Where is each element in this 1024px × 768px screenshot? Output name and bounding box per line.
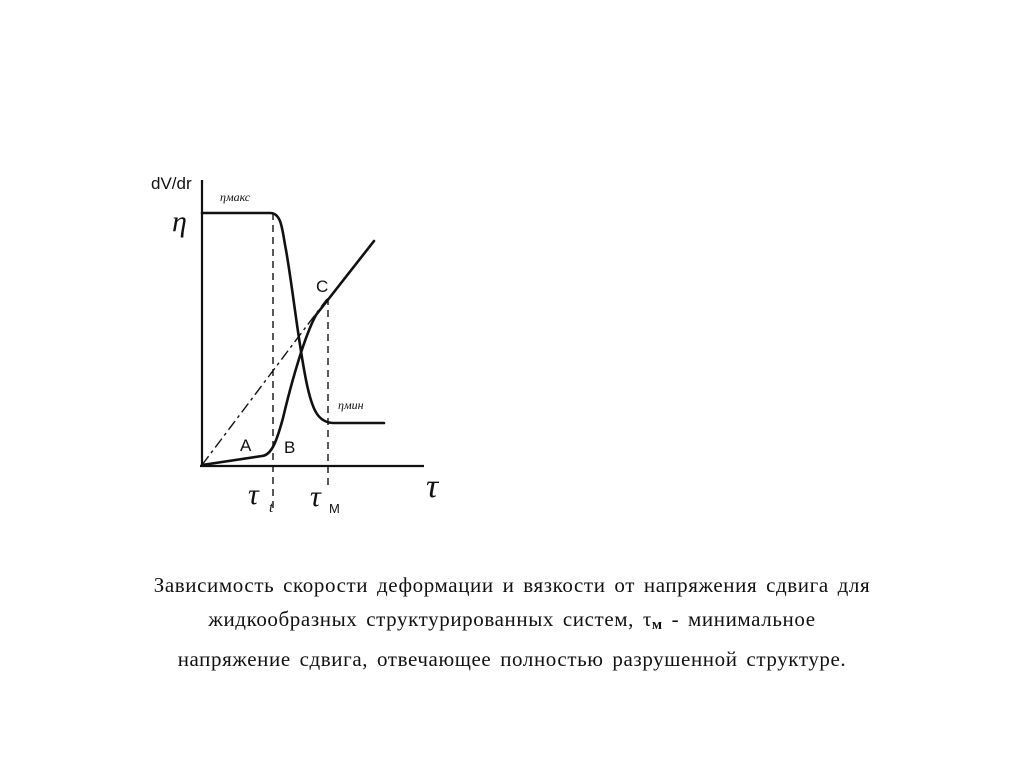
y-axis-label: dV/dr	[151, 174, 192, 193]
tau-t-label: τ	[248, 478, 259, 511]
caption-line-2	[50, 602, 974, 642]
tau-m-subscript: M	[329, 501, 340, 516]
caption-tau-subscript: м	[651, 617, 663, 633]
point-b-label: B	[284, 438, 296, 457]
eta-min-label: ηмин	[338, 398, 364, 412]
viscosity-curve	[202, 213, 384, 423]
eta-max-label: ηмакс	[220, 190, 251, 204]
tau-axis-symbol: τ	[426, 468, 439, 505]
tau-m-label: τ	[310, 480, 321, 513]
caption-line-1: Зависимость скорости деформации и вязкости от напряжения сдвига для	[153, 573, 871, 597]
tau-t-subscript: t	[269, 500, 274, 516]
caption-line-3: напряжение сдвига, отвечающее полностью разрушенной структуре.	[177, 647, 847, 671]
point-a-label: A	[240, 436, 252, 455]
caption-tau-symbol: τ	[642, 607, 652, 631]
point-c-label: C	[316, 277, 329, 296]
caption-line-2-start: жидкообразных структурированных систем,	[208, 607, 634, 631]
reference-line	[202, 299, 327, 465]
figure-caption	[50, 568, 974, 676]
shear-rate-curve	[202, 241, 374, 465]
caption-line-2-end: - минимальное	[662, 607, 816, 631]
eta-axis-symbol: η	[172, 205, 187, 238]
